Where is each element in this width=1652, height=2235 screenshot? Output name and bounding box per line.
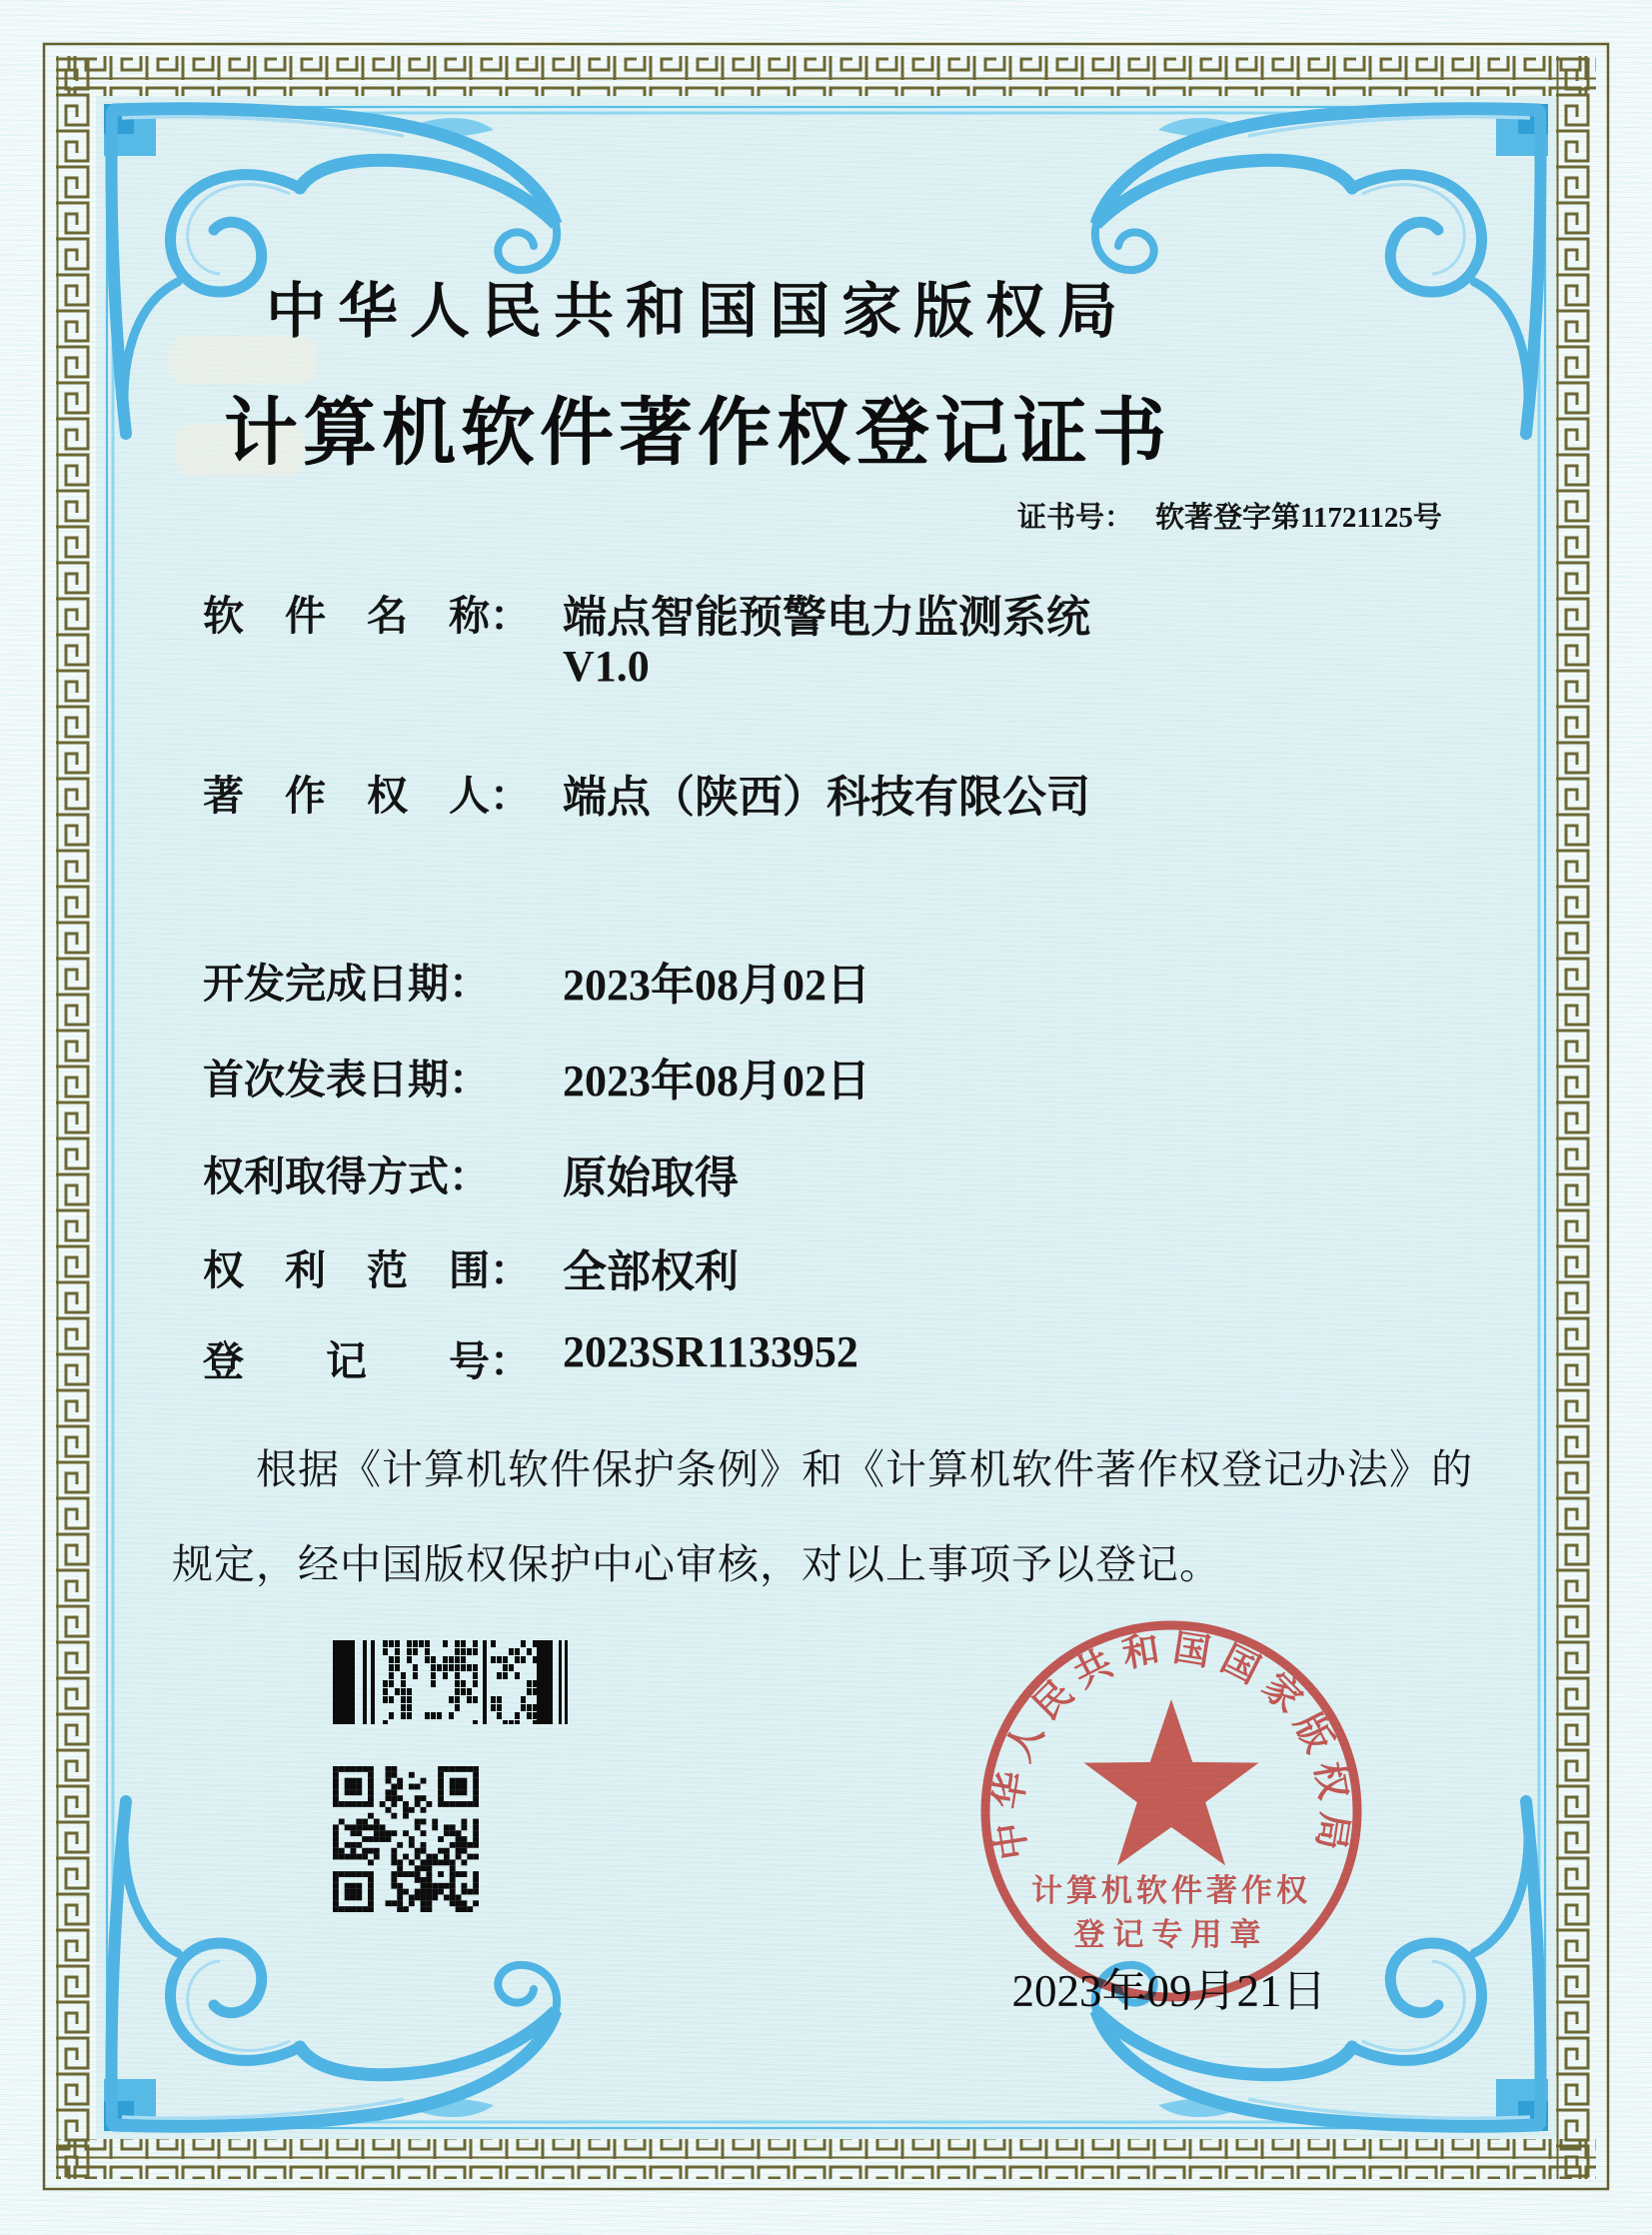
corner-flourish-bottom-left bbox=[104, 1801, 557, 2131]
meander-border-right bbox=[1556, 56, 1596, 2179]
rights-acquisition-value: 原始取得 bbox=[563, 1153, 739, 1202]
seal-star-icon bbox=[1084, 1699, 1259, 1865]
issue-date: 2023年09月21日 bbox=[1011, 1966, 1327, 2016]
software-name-label: 软 件 名 称： bbox=[203, 593, 531, 639]
rights-acquisition-label: 权利取得方式： bbox=[203, 1153, 490, 1199]
rights-scope-label: 权 利 范 围： bbox=[203, 1247, 531, 1293]
barcode bbox=[333, 1640, 571, 1724]
software-name-value: 端点智能预警电力监测系统 bbox=[563, 593, 1090, 642]
certificate-number-value: 软著登字第11721125号 bbox=[1155, 502, 1442, 534]
dev-complete-date-label: 开发完成日期： bbox=[203, 961, 490, 1007]
registration-number-value: 2023SR1133952 bbox=[563, 1327, 858, 1376]
copyright-owner-label: 著 作 权 人： bbox=[203, 773, 531, 819]
meander-border-top bbox=[56, 56, 1596, 96]
seal-caption-line2: 登记专用章 bbox=[1073, 1917, 1269, 1952]
certificate-number-label: 证书号： bbox=[1017, 502, 1134, 534]
meander-border-left bbox=[56, 56, 96, 2179]
seal-ring-text: 中华人民共和国国家版权局 bbox=[987, 1627, 1355, 1863]
corner-flourish-top-right bbox=[1095, 104, 1548, 434]
certificate-title: 计算机软件著作权登记证书 bbox=[224, 393, 1171, 475]
certificate-number-line bbox=[1017, 502, 1442, 535]
copyright-owner-value: 端点（陕西）科技有限公司 bbox=[563, 773, 1090, 822]
registration-number-label: 登 记 号： bbox=[203, 1338, 531, 1384]
corner-flourish-top-left bbox=[104, 104, 557, 434]
qr-code bbox=[333, 1766, 479, 1912]
first-publish-date-value: 2023年08月02日 bbox=[563, 1057, 870, 1106]
statement-line-1: 根据《计算机软件保护条例》和《计算机软件著作权登记办法》的 bbox=[256, 1446, 1473, 1492]
seal-caption-line1: 计算机软件著作权 bbox=[1031, 1873, 1311, 1908]
statement-line-2: 规定，经中国版权保护中心审核，对以上事项予以登记。 bbox=[172, 1541, 1221, 1587]
authority-title: 中华人民共和国国家版权局 bbox=[266, 279, 1129, 345]
meander-border-bottom bbox=[56, 2139, 1596, 2179]
first-publish-date-label: 首次发表日期： bbox=[203, 1057, 490, 1103]
dev-complete-date-value: 2023年08月02日 bbox=[563, 961, 870, 1010]
rights-scope-value: 全部权利 bbox=[563, 1247, 739, 1296]
software-version-value: V1.0 bbox=[563, 642, 650, 691]
